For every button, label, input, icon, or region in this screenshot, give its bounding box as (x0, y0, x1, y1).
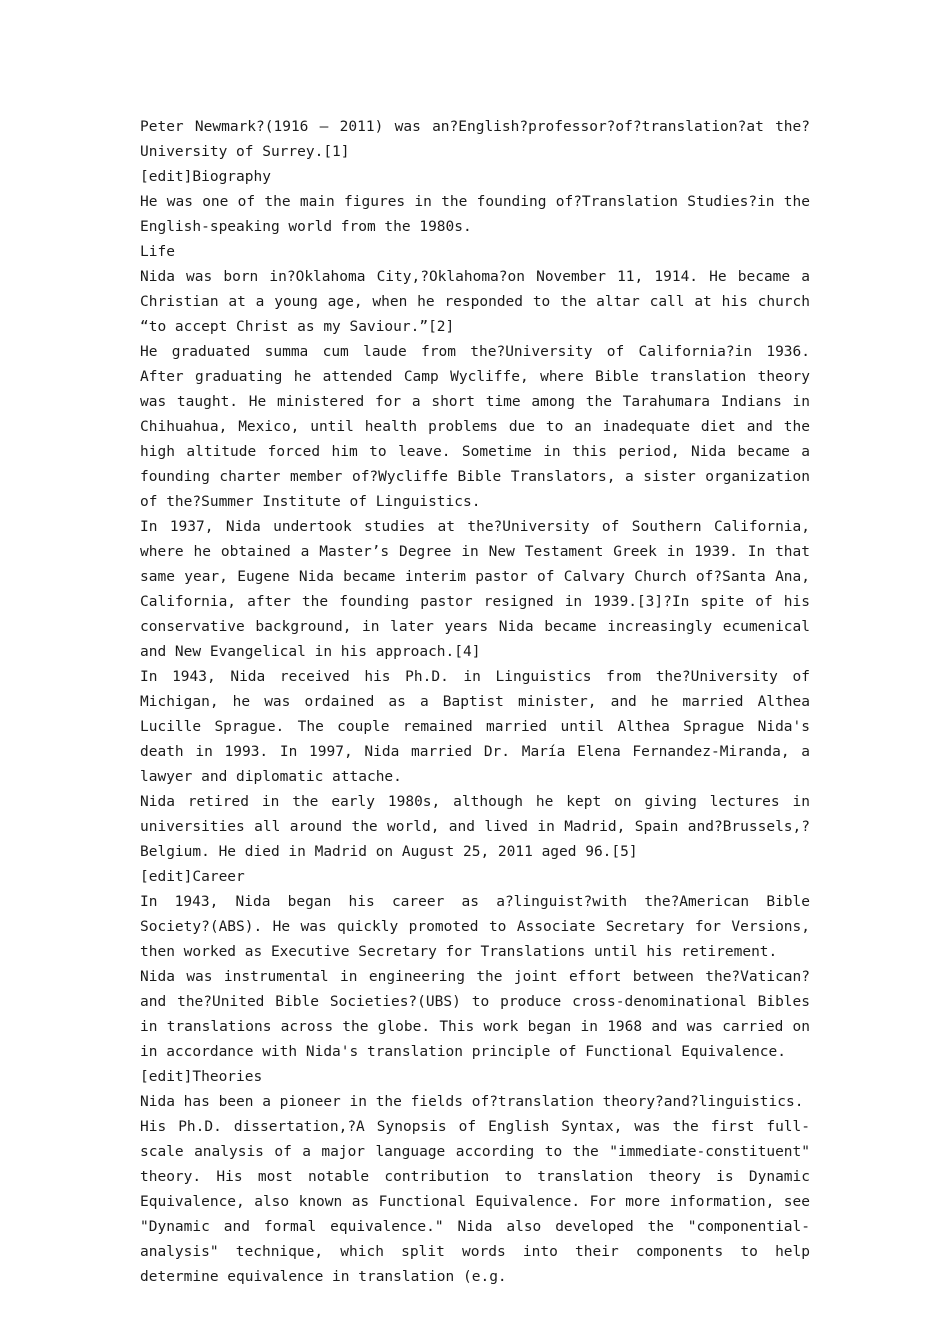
career-paragraph-abs: In 1943, Nida began his career as a?linguist?with the?American Bible Society?(ABS). He was quickly promoted to Associate Secretary for Versions, then worked as Executive Secretary for Translations until his retirement. (140, 894, 810, 960)
life-paragraph-birth: Nida was born in?Oklahoma City,?Oklahoma?on November 11, 1914. He became a Christian at a young age, when he responded to the altar call at his church “to accept Christ as my Saviour.”[2] (140, 269, 810, 335)
section-heading-biography: [edit]Biography (140, 169, 271, 185)
section-heading-life: Life (140, 244, 175, 260)
document-page (140, 115, 810, 1290)
theories-paragraph-pioneer: Nida has been a pioneer in the fields of?translation theory?and?linguistics. (140, 1094, 804, 1110)
section-heading-theories: [edit]Theories (140, 1069, 263, 1085)
section-heading-career: [edit]Career (140, 869, 245, 885)
life-paragraph-education: He graduated summa cum laude from the?University of California?in 1936. After graduating he attended Camp Wycliffe, where Bible translation theory was taught. He ministered for a short time among the Tarahumara Indians in Chihuahua, Mexico, until health problems due to an inadequate diet and the high altitude forced him to leave. Sometime in this period, Nida became a founding charter member of?Wycliffe Bible Translators, a sister organization of the?Summer Institute of Linguistics. (140, 344, 810, 510)
intro-paragraph: Peter Newmark?(1916 – 2011) was an?English?professor?of?translation?at the?University of Surrey.[1] (140, 119, 810, 160)
life-paragraph-phd: In 1943, Nida received his Ph.D. in Linguistics from the?University of Michigan, he was ordained as a Baptist minister, and he married Althea Lucille Sprague. The couple remained married until Althea Sprague Nida's death in 1993. In 1997, Nida married Dr. María Elena Fernandez-Miranda, a lawyer and diplomatic attache. (140, 669, 810, 785)
career-paragraph-ubs: Nida was instrumental in engineering the joint effort between the?Vatican?and the?United Bible Societies?(UBS) to produce cross-denominational Bibles in translations across the globe. This work began in 1968 and was carried on in accordance with Nida's translation principle of Functional Equivalence. (140, 969, 810, 1060)
theories-paragraph-dissertation: His Ph.D. dissertation,?A Synopsis of English Syntax, was the first full-scale analysis of a major language according to the "immediate-constituent" theory. His most notable contribution to translation theory is Dynamic Equivalence, also known as Functional Equivalence. For more information, see "Dynamic and formal equivalence." Nida also developed the "componential-analysis" technique, which split words into their components to help determine equivalence in translation (e.g. (140, 1119, 810, 1285)
life-paragraph-retirement: Nida retired in the early 1980s, although he kept on giving lectures in universities all around the world, and lived in Madrid, Spain and?Brussels,?Belgium. He died in Madrid on August 25, 2011 aged 96.[5] (140, 794, 810, 860)
life-paragraph-usc: In 1937, Nida undertook studies at the?University of Southern California, where he obtained a Master’s Degree in New Testament Greek in 1939. In that same year, Eugene Nida became interim pastor of Calvary Church of?Santa Ana, California, after the founding pastor resigned in 1939.[3]?In spite of his conservative background, in later years Nida became increasingly ecumenical and New Evangelical in his approach.[4] (140, 519, 810, 660)
biography-paragraph: He was one of the main figures in the founding of?Translation Studies?in the English-speaking world from the 1980s. (140, 194, 810, 235)
